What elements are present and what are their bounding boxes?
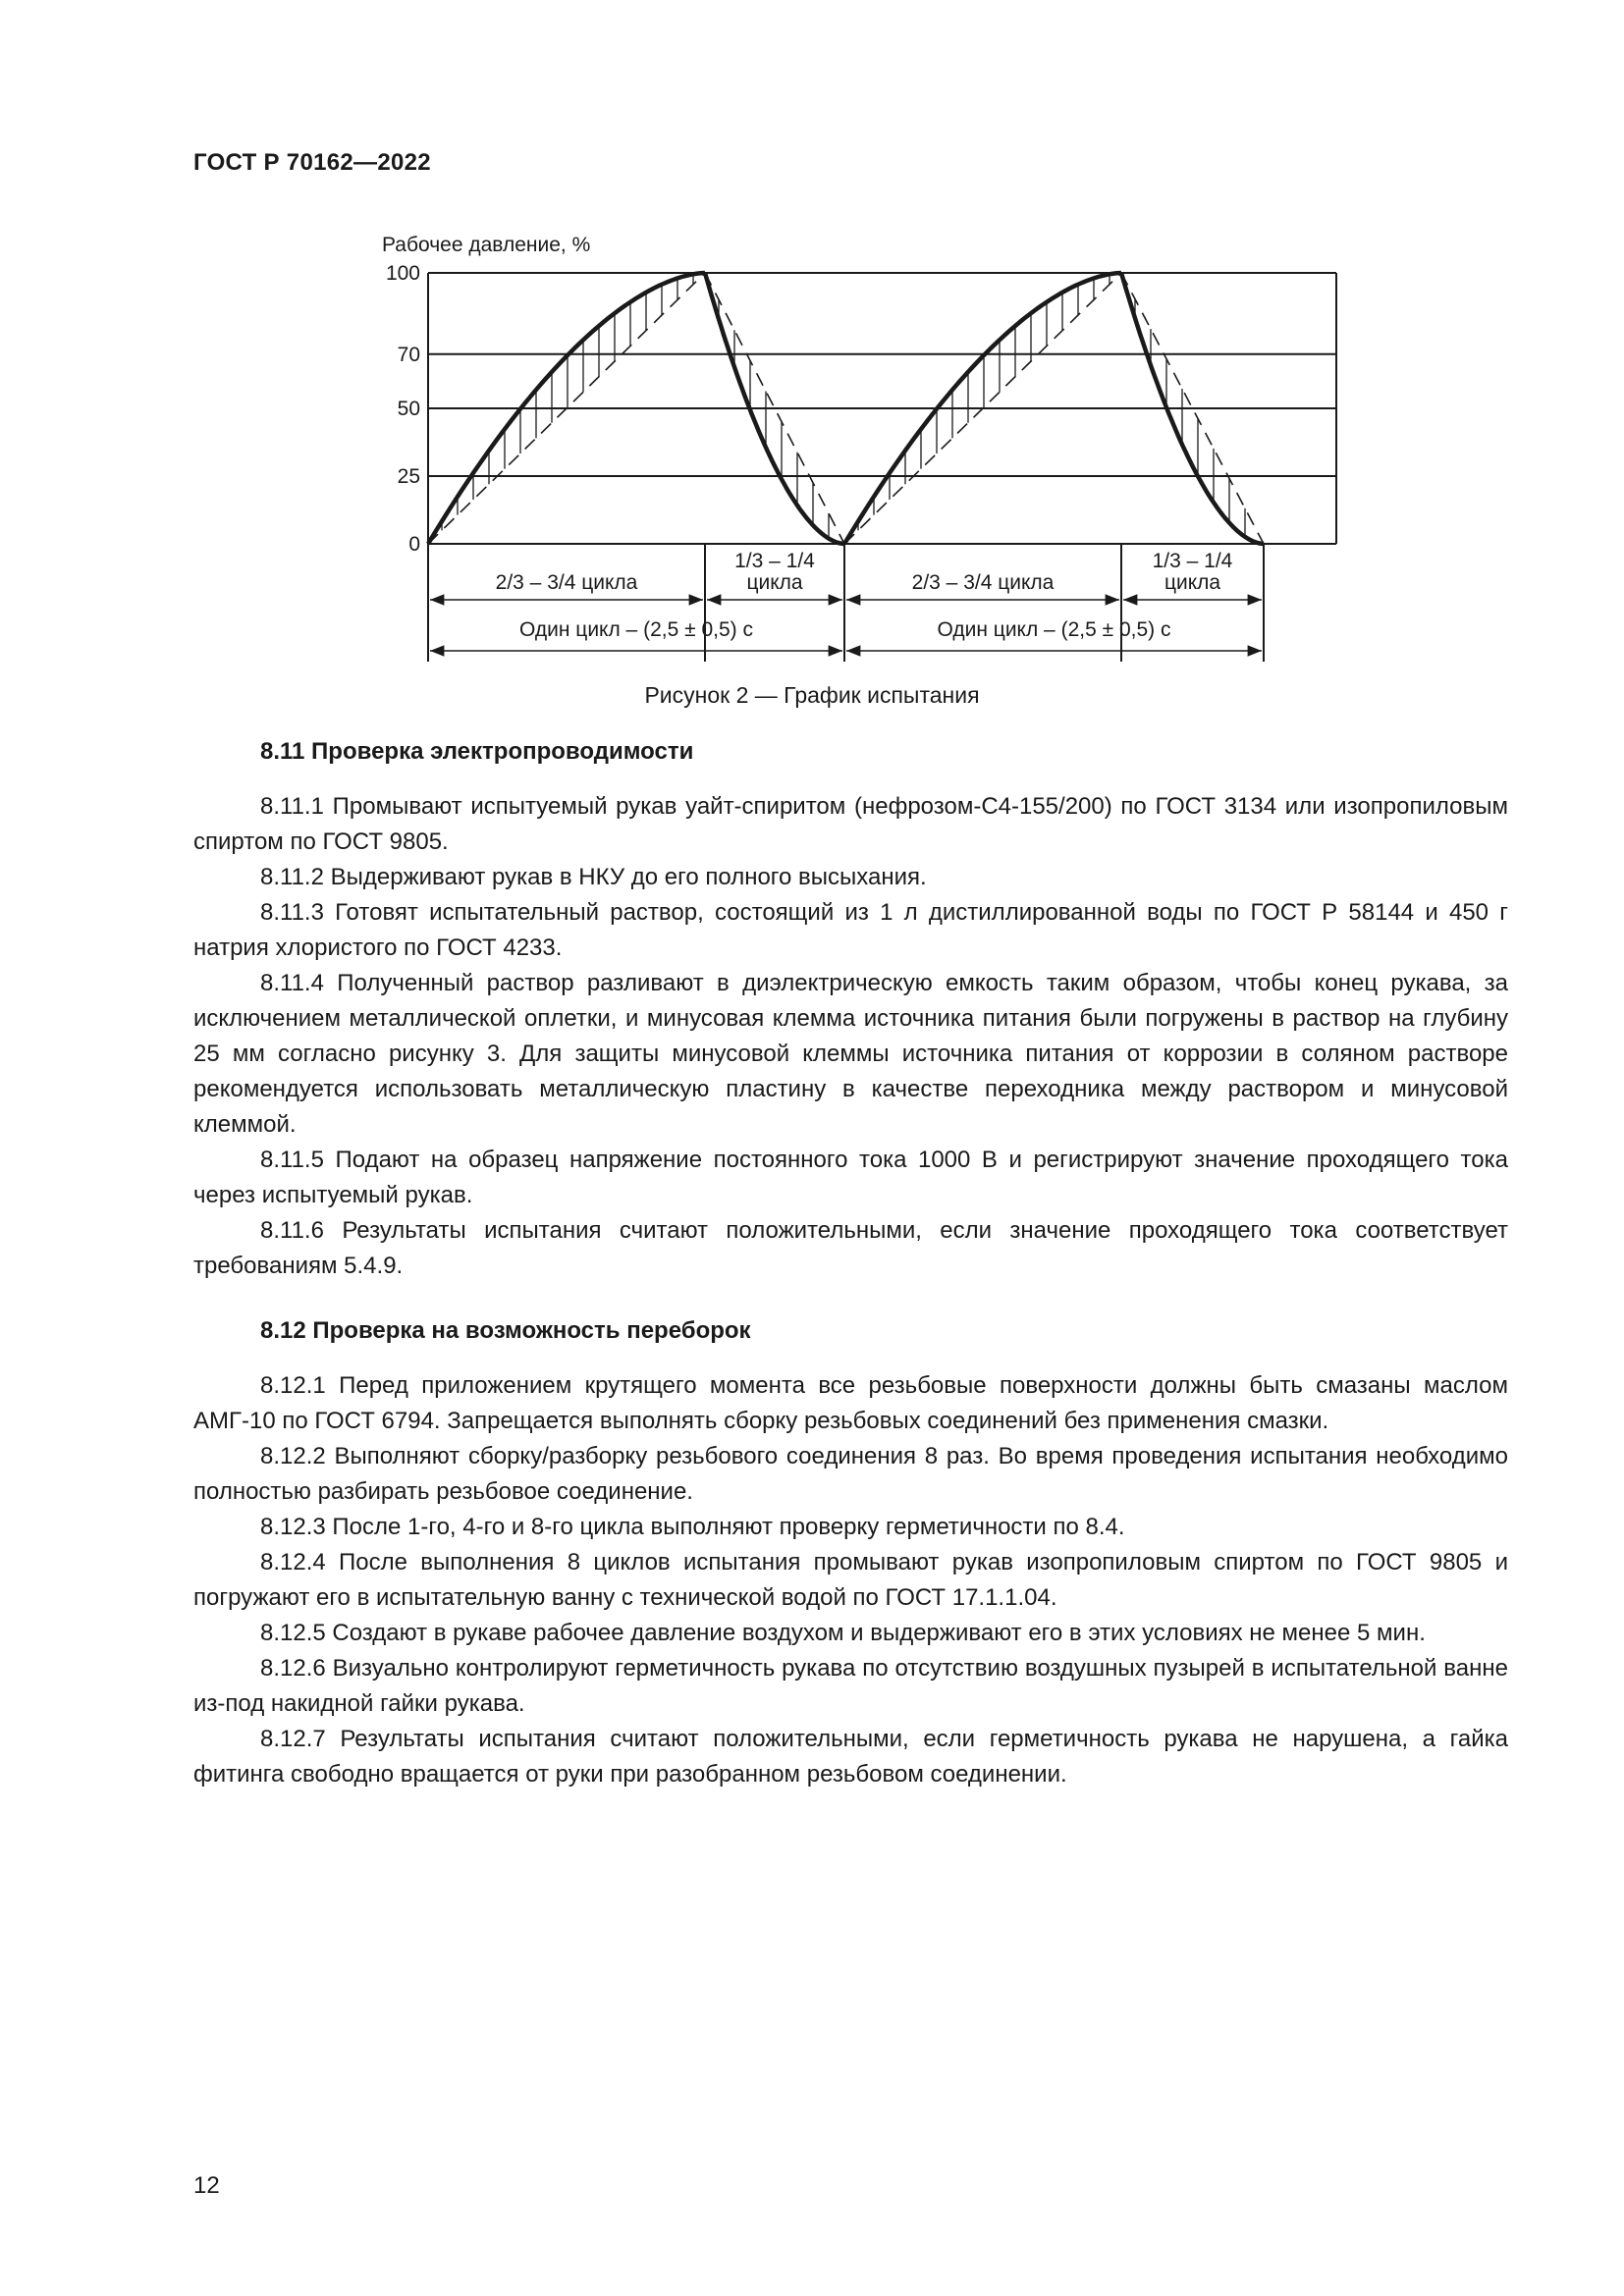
paragraph-8-12-5: 8.12.5 Создают в рукаве рабочее давление воздухом и выдерживают его в этих условиях не менее 5 мин. bbox=[260, 1620, 1426, 1646]
paragraph-8-11-1: 8.11.1 Промывают испытуемый рукав уайт-спиритом (нефрозом-С4-155/200) по ГОСТ 3134 или изопропиловым спиртом по ГОСТ 9805. bbox=[193, 793, 1508, 855]
y-axis-label: Рабочее давление, % bbox=[382, 234, 591, 256]
paragraph-8-12-7: 8.12.7 Результаты испытания считают положительными, если герметичность рукава не нарушена, а гайка фитинга свободно вращается от руки при разобранном резьбовом соединении. bbox=[193, 1726, 1508, 1788]
paragraph-8-12-3: 8.12.3 После 1-го, 4-го и 8-го цикла выполняют проверку герметичности по 8.4. bbox=[260, 1514, 1125, 1540]
hatch-lines bbox=[442, 274, 1245, 538]
y-tick-50: 50 bbox=[397, 398, 420, 420]
main-content bbox=[193, 734, 1508, 1792]
y-tick-0: 0 bbox=[408, 533, 420, 556]
paragraph-8-11-5: 8.11.5 Подают на образец напряжение постоянного тока 1000 В и регистрируют значение проходящего тока через испытуемый рукав. bbox=[193, 1147, 1508, 1208]
fall-label-top-2: 1/3 – 1/4 bbox=[1152, 550, 1233, 572]
chart-grid bbox=[428, 273, 1336, 544]
paragraph-8-12-1: 8.12.1 Перед приложением крутящего момента все резьбовые поверхности должны быть смазаны маслом АМГ-10 по ГОСТ 6794. Запрещается выполнять сборку резьбовых соединений без применения смазки. bbox=[193, 1372, 1508, 1434]
paragraph-8-11-6: 8.11.6 Результаты испытания считают положительными, если значение проходящего тока соответствует требованиям 5.4.9. bbox=[193, 1217, 1508, 1279]
section-title-8-12: 8.12 Проверка на возможность переборок bbox=[260, 1317, 751, 1344]
rise-label-2: 2/3 – 3/4 цикла bbox=[911, 571, 1055, 594]
cycle-label-1: Один цикл – (2,5 ± 0,5) с bbox=[519, 618, 753, 641]
paragraph-8-12-2: 8.12.2 Выполняют сборку/разборку резьбового соединения 8 раз. Во время проведения испытания необходимо полностью разбирать резьбовое соединение. bbox=[193, 1443, 1508, 1505]
paragraph-8-11-4: 8.11.4 Полученный раствор разливают в диэлектрическую емкость таким образом, чтобы конец рукава, за исключением металлической оплетки, и минусовая клемма источника питания были погружены в раствор на глубину 25 мм согласно рисунку 3. Для защиты минусовой клеммы источника питания от коррозии в соляном растворе рекомендуется использовать металлическую пластину в качестве переходника между раствором и минусовой клеммой. bbox=[193, 970, 1508, 1138]
paragraph-8-11-2: 8.11.2 Выдерживают рукав в НКУ до его полного высыхания. bbox=[260, 864, 927, 890]
test-graph-figure bbox=[0, 0, 1624, 687]
dimension-annotations bbox=[428, 544, 1264, 662]
y-tick-25: 25 bbox=[397, 465, 420, 488]
page-number: 12 bbox=[193, 2172, 220, 2199]
y-tick-100: 100 bbox=[385, 262, 420, 285]
section-title-8-11: 8.11 Проверка электропроводимости bbox=[260, 738, 694, 765]
document-header: ГОСТ Р 70162—2022 bbox=[193, 149, 431, 176]
paragraph-8-12-6: 8.12.6 Визуально контролируют герметичность рукава по отсутствию воздушных пузырей в испытательной ванне из-под накидной гайки рукава. bbox=[193, 1655, 1508, 1717]
rise-label-1: 2/3 – 3/4 цикла bbox=[495, 571, 638, 594]
figure-caption: Рисунок 2 — График испытания bbox=[644, 682, 980, 708]
fall-label-bottom-2: цикла bbox=[1164, 571, 1221, 594]
fall-label-top-1: 1/3 – 1/4 bbox=[734, 550, 815, 572]
paragraph-8-11-3: 8.11.3 Готовят испытательный раствор, состоящий из 1 л дистиллированной воды по ГОСТ Р 58144 и 450 г натрия хлористого по ГОСТ 4233. bbox=[193, 899, 1508, 961]
y-tick-labels bbox=[386, 262, 420, 556]
fall-label-bottom-1: цикла bbox=[746, 571, 803, 594]
cycle-label-2: Один цикл – (2,5 ± 0,5) с bbox=[937, 618, 1171, 641]
y-tick-70: 70 bbox=[397, 343, 420, 366]
paragraph-8-12-4: 8.12.4 После выполнения 8 циклов испытания промывают рукав изопропиловым спиртом по ГОСТ 9805 и погружают его в испытательную ванну с технической водой по ГОСТ 17.1.1.04. bbox=[193, 1549, 1508, 1611]
